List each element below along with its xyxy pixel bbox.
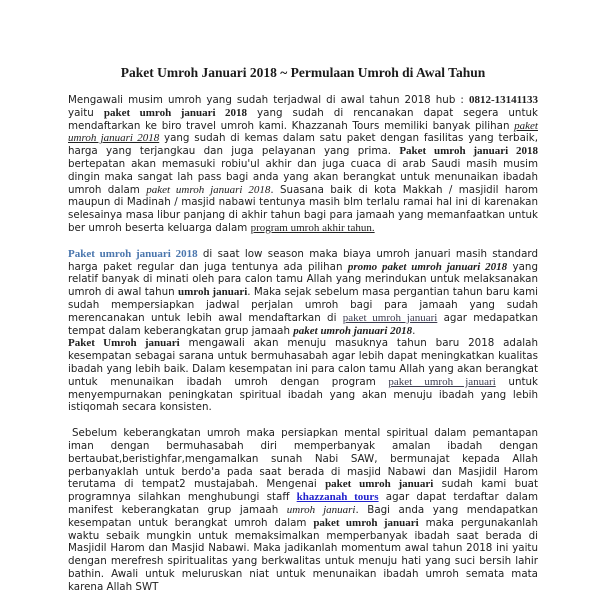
- inline-link[interactable]: khazzanah tours: [296, 491, 379, 504]
- text-run: yang relatif banyak di minati oleh para calon tamu Allah yang merindukan untuk melaksanakan umroh di awal tahun: [68, 260, 538, 299]
- text-run: di saat low season maka biaya umroh januari masih standard harga paket regular dan juga tentunya ada pilihan: [68, 247, 538, 273]
- text-run: agar medapatkan tempat dalam keberangkatan grup jamaah: [68, 311, 538, 337]
- text-run: paket umroh januari: [313, 516, 419, 529]
- inline-link[interactable]: program umroh akhir tahun.: [250, 221, 375, 234]
- text-run: agar dapat terdaftar dalam manifest keberangkatan grup jamaah: [68, 491, 538, 516]
- text-run: mengawali akan menuju masuknya tahun baru 2018 adalah kesempatan sebagai sarana untuk bermuhasabah agar lebih dapat meningkatkan kualitas ibadah yang lebih baik. Dalam kesempatan ini para calon tamu Allah yang akan berangkat untuk menunaikan ibadah umroh dengan program: [68, 337, 538, 388]
- text-run: yang sudah di kemas dalam satu paket dengan fasilitas yang terbaik, harga yang terjangkau dan juga pelayanan yang prima.: [68, 132, 538, 158]
- paragraph: [68, 337, 538, 414]
- text-run: paket umroh januari 2018: [293, 324, 413, 337]
- paragraph: [68, 427, 538, 593]
- text-run: yang sudah di rencanakan dapat segera untuk mendaftarkan ke biro travel umroh kami. Khazzanah Tours memiliki banyak pilihan: [68, 106, 538, 132]
- text-run: Sebelum keberangkatan umroh maka persiapkan mental spiritual dalam pemantapan iman dengan bermuhasabah diri memperbanyak amalan ibadah dengan bertaubat,beristighfar,mengamalkan sunah Nabi SAW, bermunajat kepada Allah perbanyaklah untuk berdo'a pada saat berada di masjid Nabawi dan Masjidil Harom terutama di tempat2 mustajabah. Mengenai: [68, 427, 538, 491]
- text-run: bertepatan akan memasuki robiu'ul akhir dan juga cuaca di arab Saudi masih musim dingin maka sangat lah pass bagi anda yang akan berangkat untuk menunaikan ibadah umroh dalam: [68, 157, 538, 196]
- text-run: paket umroh januari: [325, 478, 434, 491]
- text-run: promo paket umroh januari 2018: [347, 260, 508, 273]
- text-run: .: [412, 324, 416, 337]
- text-run: 0812-13141133: [468, 94, 538, 106]
- text-run: yaitu: [68, 106, 104, 119]
- inline-link[interactable]: Paket umroh januari 2018: [68, 247, 198, 260]
- inline-link[interactable]: paket umroh januari: [342, 311, 438, 324]
- inline-link[interactable]: paket umroh januari: [388, 375, 496, 388]
- text-run: Paket Umroh januari: [68, 337, 180, 350]
- text-run: sudah kami buat programnya silahkan menghubungi staff: [68, 478, 538, 504]
- text-run: paket umroh januari 2018: [146, 183, 271, 196]
- text-run: paket umroh januari 2018: [103, 106, 248, 119]
- text-run: umroh januari: [286, 503, 356, 516]
- document-body: [68, 94, 538, 593]
- text-run: umroh januari: [178, 286, 248, 299]
- inline-link[interactable]: paket umroh januari 2018: [68, 119, 538, 145]
- paragraph: [68, 94, 538, 235]
- text-run: Paket umroh januari 2018: [399, 145, 538, 158]
- paragraph: [68, 248, 538, 338]
- text-run: . Suasana baik di kota Makkah / masjidil harom maupun di Madinah / masjid nabawi tentunya masih blm terlalu ramai hal ini di karenakan selesainya masa libur panjang di akhir tahun bagi para jamaah yang memanfaatkan untuk ber umroh beserta keluarga dalam: [68, 183, 538, 234]
- text-run: . Maka sejak sebelum masa pergantian tahun baru kami sudah mempersiapkan jadwal perjalan umroh bagi para jamaah yang sudah merencanakan untuk lebih awal mendaftarkan di: [68, 286, 538, 324]
- text-run: Mengawali musim umroh yang sudah terjadwal di awal tahun 2018 hub :: [68, 94, 469, 106]
- text-run: . Bagi anda yang mendapatkan kesempatan untuk berangkat umroh dalam: [68, 503, 538, 529]
- page-title: Paket Umroh Januari 2018 ~ Permulaan Umroh di Awal Tahun: [120, 65, 486, 80]
- text-run: untuk menyempurnakan peningkatan spiritual ibadah yang akan menuju ibadah yang lebih istiqomah secara konsisten.: [68, 375, 538, 414]
- text-run: maka pergunakanlah waktu sebaik mungkin untuk memaksimalkan memperbanyak ibadah saat berada di Masjidil Harom dan Masjid Nabawi. Maka jadikanlah momentum awal tahun 2018 ini yaitu dengan merefresh spiritualitas yang berkwalitas untuk menuju hati yang suci bersih lahir bathin. Awali untuk meluruskan niat untuk menunaikan ibadah umroh semata mata karena Allah SWT: [68, 516, 538, 593]
